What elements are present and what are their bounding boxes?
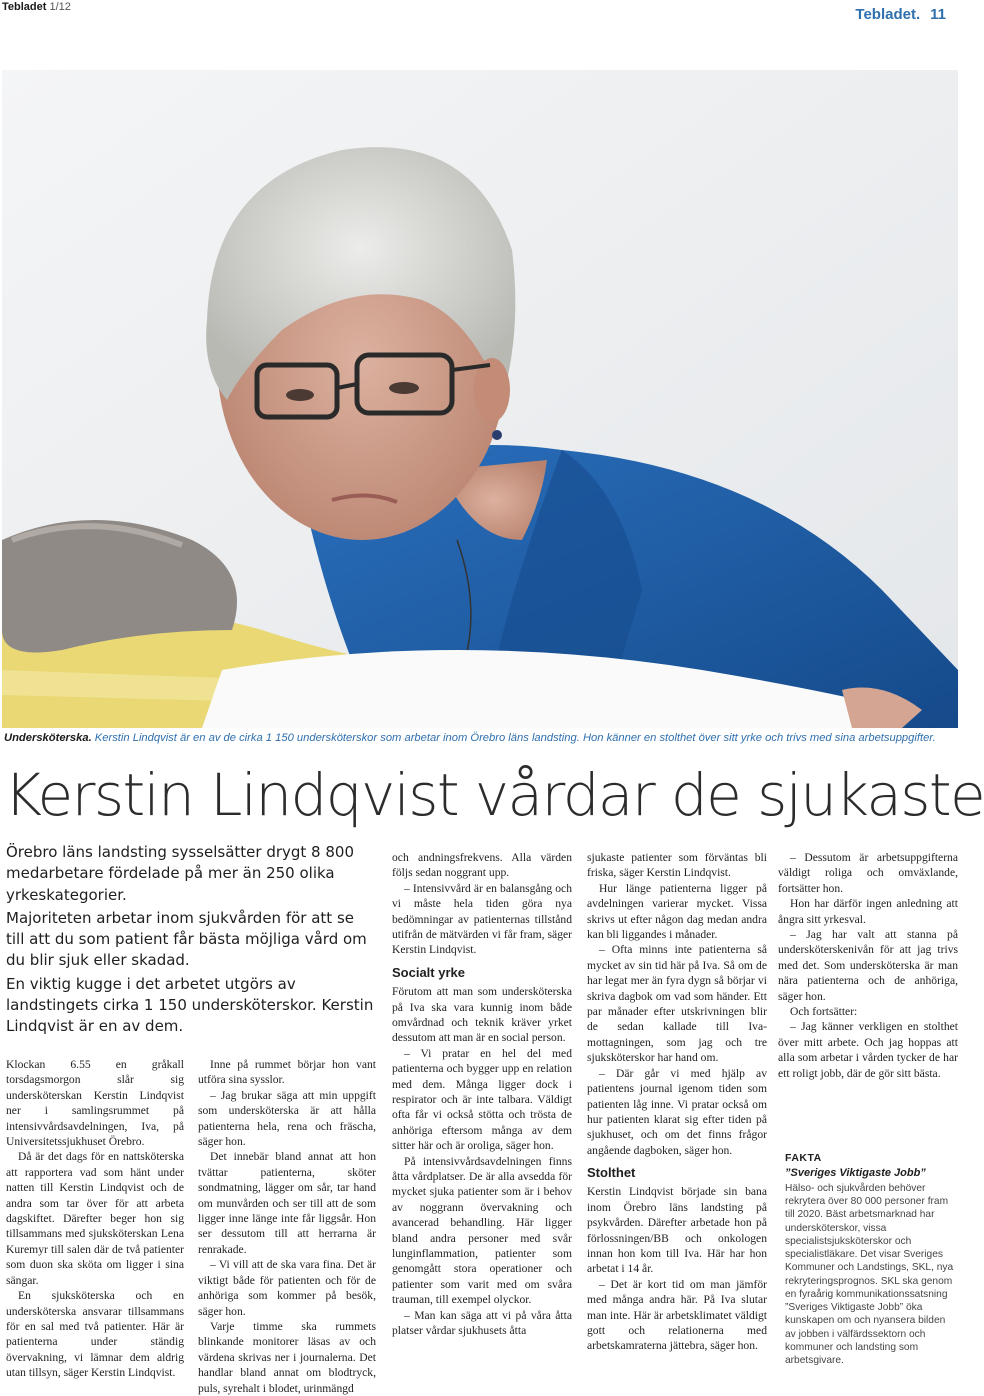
ingress-paragraph: Majoriteten arbetar inom sjukvården för att se till att du som patient får bästa möjliga vård om du blir sjuk eller skadad. xyxy=(6,908,367,970)
ingress-paragraph: En viktig kugge i det arbetet utgörs av landstingets cirka 1 150 undersköterskor. Kerstin Lindqvist är en av dem. xyxy=(6,974,374,1036)
headline: Kerstin Lindqvist vårdar de sjukaste xyxy=(4,761,984,829)
caption-text: Kerstin Lindqvist är en av de cirka 1 150 undersköterskor som arbetar inom Örebro läns landsting. Hon känner en stolthet över sitt yrke och trivs med sina arbetsuppgifter. xyxy=(94,732,936,744)
body-paragraph: Inne på rummet börjar hon vant utföra sina sysslor. xyxy=(198,1058,376,1087)
page-ratio: 1/12 xyxy=(49,1,71,13)
nurse-photo-illustration xyxy=(2,70,958,728)
fakta-label: FAKTA xyxy=(785,1152,822,1164)
article-column-3 xyxy=(392,850,572,1338)
running-header-right xyxy=(855,6,946,23)
body-paragraph: – Ofta minns inte patienterna så mycket av sin tid här på Iva. Så om de har legat mer än fyra dygn så börjar vi skriva dagbok om vad som händer. Ett par månader efter utskrivningen blir de sedan kallade till Iva-mottagningen, som jag och tre sjuksköterskor har hand om. xyxy=(587,943,767,1065)
body-paragraph: – Vi vill att de ska vara fina. Det är viktigt både för patienten och för de anhöriga som kommer på besök, säger hon. xyxy=(198,1258,376,1318)
article-column-1 xyxy=(6,1057,184,1381)
article-column-4 xyxy=(587,850,767,1354)
body-paragraph: – Dessutom är arbetsuppgifterna väldigt roliga och omväxlande, fortsätter hon. xyxy=(778,851,958,895)
body-paragraph: Varje timme ska rummets blinkande monitorer läsas av och värdena skrivas ner i journalerna. Det handlar bland annat om blodtryck, puls, syrehalt i blodet, urinmängd xyxy=(198,1319,376,1395)
body-paragraph: Då är det dags för en nattsköterska att rapportera vad som hänt under natten till Kerstin Lindqvist och de andra som tar över för att arbeta dagskiftet. Därefter beger hon sig tillsammans med sjuksköterskan Lena Kuremyr till salen där de två patienter som duon ska sköta om ligger i sina sängar. xyxy=(6,1150,184,1287)
subheading-stolthet: Stolthet xyxy=(587,1165,636,1181)
ingress xyxy=(6,842,376,1040)
body-paragraph: – Vi pratar en hel del med patienterna och bygger upp en relation med dem. Många ligger dock i respirator och är inte talbara. Väldigt ofta får vi också stötta och trösta de anhöriga eftersom många av dem sitter här och är oroliga, säger hon. xyxy=(392,1046,572,1153)
body-paragraph: – Jag brukar säga att min uppgift som undersköterska är att hålla patienterna hela, rena och fräscha, säger hon. xyxy=(198,1088,376,1149)
article-column-2 xyxy=(198,1057,376,1396)
photo-caption xyxy=(4,732,956,744)
body-paragraph: – Intensivvård är en balansgång och vi måste hela tiden göra nya bedömningar av patienternas tillstånd utifrån de mätvärden vi får fram, säger Kerstin Lindqvist. xyxy=(392,881,572,957)
subheading-socialt-yrke: Socialt yrke xyxy=(392,964,465,980)
fakta-title: ”Sveriges Viktigaste Jobb” xyxy=(785,1166,926,1179)
fakta-body: Hälso- och sjukvården behöver rekrytera över 80 000 personer fram till 2020. Bäst arbetsmarknad har undersköterskor, vissa specialistsjuksköterskor och specialistläkare. Det visar Sveriges Kommuner och Landstings, SKL, nya rekryteringsprognos. SKL ska genom en fyraårig kommunikationssatsning ”Sveriges Viktigaste Jobb” öka kunskapen om och nyansera bilden av jobben i välfärdssektorn och kommuner och landsting som arbetsgivare. xyxy=(785,1182,954,1367)
section-name: Tebladet. xyxy=(855,6,921,23)
body-paragraph: – Man kan säga att vi på våra åtta platser vårdar sjukhusets åtta xyxy=(392,1308,572,1338)
body-paragraph: En sjuksköterska och en undersköterska ansvarar tillsammans för en sal med två patienter. Här är patienterna under ständig övervakning, vi lämnar dem aldrig utan tillsyn, säger Kerstin Lindqvist. xyxy=(6,1289,184,1380)
body-paragraph: – Det är kort tid om man jämför med många andra här. På Iva slutar man inte. Här är arbetsklimatet väldigt gott och relationerna med arbetskamraterna jättebra, säger hon. xyxy=(587,1277,767,1353)
page-number: 11 xyxy=(930,6,946,23)
body-paragraph: sjukaste patienter som förväntas bli friska, säger Kerstin Lindqvist. xyxy=(587,851,767,880)
main-photo xyxy=(2,70,958,728)
ingress-paragraph: Örebro läns landsting sysselsätter drygt 8 800 medarbetare fördelade på mer än 250 olika yrkeskategorier. xyxy=(6,843,355,904)
body-paragraph: och andningsfrekvens. Alla värden följs sedan noggrant upp. xyxy=(392,851,572,880)
body-paragraph: Det innebär bland annat att hon tvättar patienterna, sköter sondmatning, lägger om sår, tar hand om munvården och ser till att de som ligger inne länge inte får liggsår. Hon ser dessutom till att herrarna är renrakade. xyxy=(198,1150,376,1256)
body-paragraph: På intensivvårdsavdelningen finns åtta vårdplatser. De är alla avsedda för mycket sjuka patienter som är i behov av noggrann övervakning och avancerad behandling. Här ligger bland andra personer med svår lunginflammation, patienter som genomgått stora operationer och patienter som varit med om svåra trauman, till exempel olyckor. xyxy=(392,1154,572,1307)
body-paragraph: Och fortsätter: xyxy=(790,1005,858,1019)
body-paragraph: – Jag känner verkligen en stolthet över mitt arbete. Och jag hoppas att alla som arbetar i vården tycker de har ett roligt jobb, där de gör sitt bästa. xyxy=(778,1020,958,1080)
body-paragraph: – Där går vi med hjälp av patientens journal igenom tiden som patienten låg inne. Vi pratar också om hur patienten klarat sig efter tiden på sjukhuset, och om det finns frågor angående dagboken, säger hon. xyxy=(587,1066,767,1157)
body-paragraph: Kerstin Lindqvist började sin bana inom Örebro läns landsting på psykvården. Därefter arbetade hon på förlossningen/BB och onkologen innan hon kom till Iva. Här har hon arbetat i 14 år. xyxy=(587,1185,767,1276)
article-column-5 xyxy=(778,850,958,1081)
body-paragraph: Hon har därför ingen anledning att ångra sitt yrkesval. xyxy=(778,897,958,926)
running-header-left xyxy=(2,1,71,13)
body-paragraph: – Jag har valt att stanna på undersköterskenivån för att jag trivs med det. Som undersköterska är man nära patienterna och de anhöriga, säger hon. xyxy=(778,928,958,1003)
fakta-box xyxy=(785,1152,955,1367)
body-paragraph: Klockan 6.55 en gråkall torsdagsmorgon slår sig undersköterskan Kerstin Lindqvist ner i samlingsrummet på intensivvårdsavdelningen, Iva, på Universitetssjukhuset Örebro. xyxy=(6,1058,184,1149)
body-paragraph: Förutom att man som undersköterska på Iva ska vara kunnig inom både omvårdnad och teknik kräver yrket dessutom att man är en social person. xyxy=(392,985,572,1045)
caption-lead: Undersköterska. xyxy=(4,732,92,744)
publication-name: Tebladet xyxy=(2,1,47,13)
body-paragraph: Hur länge patienterna ligger på avdelningen varierar mycket. Vissa skrivs ut efter någon dag medan andra kan bli liggandes i månader. xyxy=(587,881,767,942)
